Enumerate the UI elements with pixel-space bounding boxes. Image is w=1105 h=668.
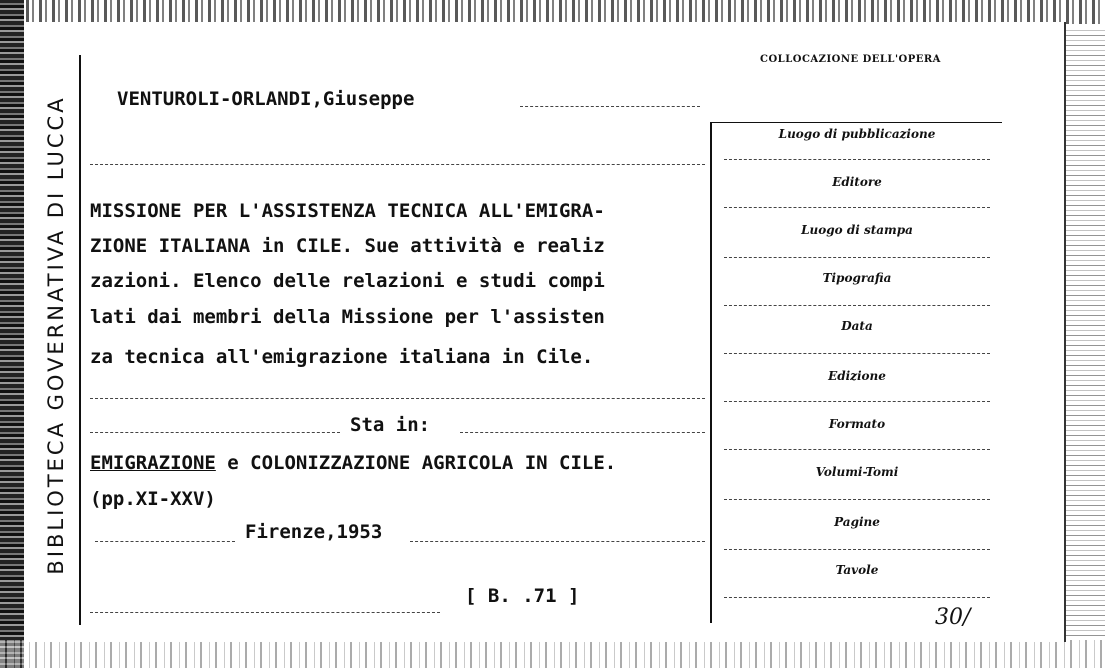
field-line: [724, 499, 990, 500]
spine-text: BIBLIOTECA GOVERNATIVA DI LUCCA: [44, 95, 68, 575]
field-line: [724, 257, 990, 258]
field-data: Data: [841, 319, 873, 333]
source-line: [90, 452, 616, 474]
handwritten-number: 30/: [935, 605, 971, 630]
field-luogo-pubblicazione: Luogo di pubblicazione: [778, 127, 936, 141]
field-formato: Formato: [828, 417, 886, 431]
top-scan-edge: [0, 0, 1105, 24]
margin-rule: [79, 55, 81, 625]
title-line-2: ZIONE ITALIANA in CILE. Sue attività e realiz: [90, 235, 605, 257]
author-dotted-line: [520, 106, 700, 107]
field-editore: Editore: [832, 175, 882, 189]
title-line-4: lati dai membri della Missione per l'assisten: [90, 306, 605, 328]
place-dotted-left: [95, 541, 235, 542]
field-line: [724, 597, 990, 598]
author-line: VENTUROLI-ORLANDI,Giuseppe: [117, 88, 415, 110]
source-prefix: EMIGRAZIONE: [90, 452, 216, 474]
field-volumi-tomi: Volumi-Tomi: [815, 465, 899, 479]
field-line: [724, 305, 990, 306]
place-dotted-right: [410, 541, 705, 542]
dotted-line-2: [90, 398, 705, 399]
collocation-header: COLLOCAZIONE DELL'OPERA: [760, 54, 941, 65]
field-edizione: Edizione: [828, 369, 886, 383]
field-line: [724, 449, 990, 450]
sta-in-label: Sta in:: [350, 414, 431, 436]
title-line-3: zazioni. Elenco delle relazioni e studi compi: [90, 270, 605, 292]
bottom-dotted-line: [90, 612, 440, 613]
right-scan-edge: [1062, 30, 1105, 640]
field-pagine: Pagine: [834, 515, 880, 529]
sta-in-dotted-left: [90, 432, 340, 433]
field-line: [724, 549, 990, 550]
title-line-5: za tecnica all'emigrazione italiana in Cile.: [90, 346, 594, 368]
field-line: [724, 401, 990, 402]
library-spine-label: [36, 40, 76, 630]
source-rest: e COLONIZZAZIONE AGRICOLA IN CILE.: [215, 452, 617, 474]
shelfmark: [ B. .71 ]: [465, 585, 580, 607]
collocation-panel: [710, 122, 1002, 623]
place-year-line: Firenze,1953: [245, 521, 383, 543]
left-scan-edge: [0, 0, 24, 668]
field-tavole: Tavole: [835, 563, 879, 577]
field-tipografia: Tipografia: [822, 271, 892, 285]
bottom-scan-edge: [0, 640, 1105, 668]
field-line: [724, 207, 990, 208]
field-luogo-stampa: Luogo di stampa: [801, 223, 913, 237]
title-line-1: MISSIONE PER L'ASSISTENZA TECNICA ALL'EMIGRA-: [90, 200, 605, 222]
sta-in-dotted-right: [460, 432, 705, 433]
field-line: [724, 159, 990, 160]
pages-line: (pp.XI-XXV): [90, 488, 216, 510]
blank-dotted-line: [90, 164, 705, 165]
field-line: [724, 353, 990, 354]
